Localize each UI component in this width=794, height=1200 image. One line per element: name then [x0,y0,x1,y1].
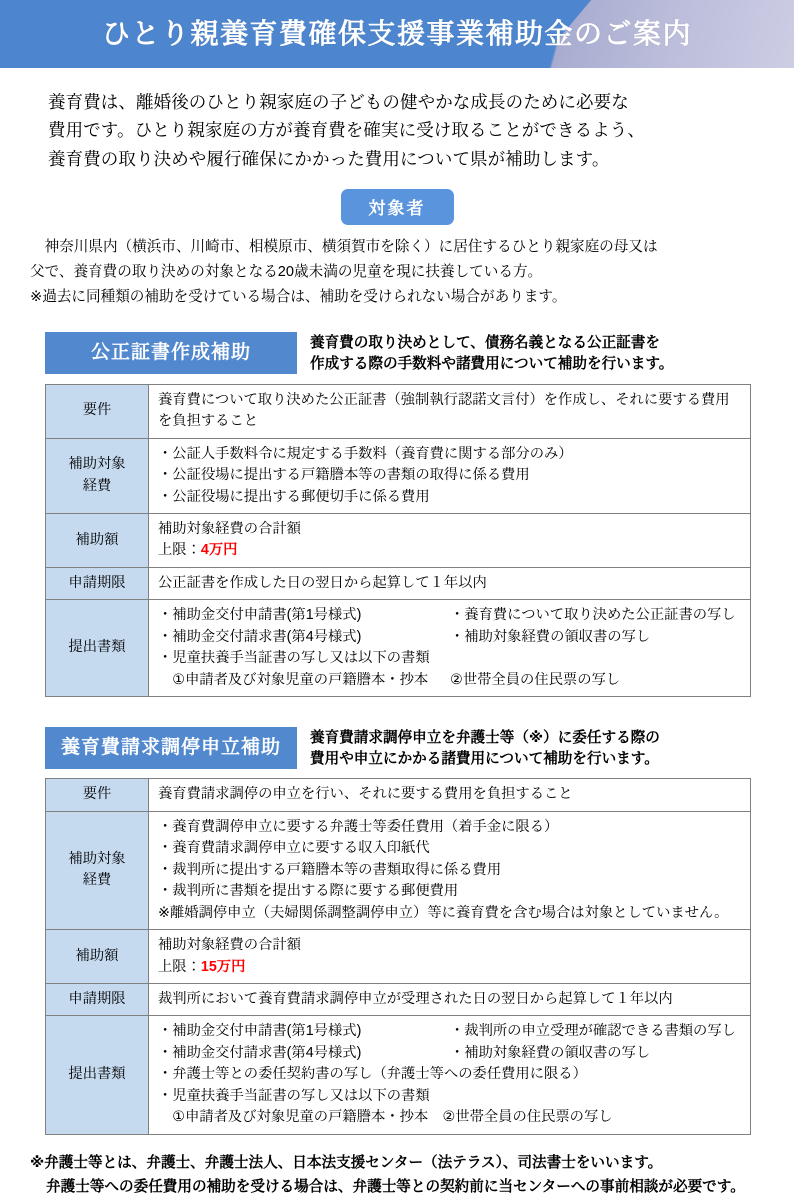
eligibility-line-1: 神奈川県内（横浜市、川崎市、相模原市、横須賀市を除く）に居住するひとり親家庭の母又は [44,239,658,256]
table-row-documents [46,1016,751,1134]
documents-column-left [158,1021,450,1064]
row-label-requirement: 要件 [46,384,149,438]
section-chip-mediation: 養育費請求調停申立補助 [45,727,297,769]
row-label-documents: 提出書類 [46,1016,149,1134]
intro-line-2: 費用です。ひとり親家庭の方が養育費を確実に受け取ることができるよう、 [48,120,645,141]
row-value-amount [149,930,751,984]
row-value-eligible-costs [149,438,751,513]
row-label-requirement: 要件 [46,779,149,811]
documents-column-right [450,605,746,648]
intro-line-3: 養育費の取り決めや履行確保にかかった費用について県が補助します。 [48,148,610,169]
section-description-mediation [310,727,660,769]
eligibility-line-3: ※過去に同種類の補助を受けている場合は、補助を受けられない場合があります。 [30,289,567,306]
row-value-eligible-costs [149,811,751,929]
label-line-2: 経費 [82,477,112,494]
doc-left-item-3: ・児童扶養手当証書の写し又は以下の書類 [158,650,430,667]
amount-line-1: 補助対象経費の合計額 [158,937,301,954]
doc-right-item-2: ・補助対象経費の領収書の写し [450,628,651,645]
target-badge-container [0,189,794,225]
doc-full-item-1: ・弁護士等との委任契約書の写し（弁護士等への委任費用に限る） [158,1066,587,1083]
section-heading-mediation [45,727,749,769]
amount-limit-prefix: 上限： [158,542,201,559]
section-desc-line-1: 養育費の取り決めとして、債務名義となる公正証書を [310,335,660,352]
amount-limit-value: 15万円 [200,958,246,975]
table-row-requirement [46,779,751,811]
documents-sub-left [158,670,450,691]
requirement-line-1: 養育費請求調停の申立を行い、それに要する費用を負担すること [158,786,573,803]
table-row-deadline [46,983,751,1015]
row-label-amount: 補助額 [46,930,149,984]
row-value-requirement [149,779,751,811]
table-row-amount [46,513,751,567]
page-header-banner [0,0,794,68]
doc-sub-line: ①申請者及び対象児童の戸籍謄本・抄本 ②世帯全員の住民票の写し [172,1109,613,1126]
eligible-cost-item-2: ・公証役場に提出する戸籍謄本等の書類の取得に係る費用 [158,467,530,484]
row-label-eligible-costs [46,811,149,929]
eligible-cost-item-1: ・養育費調停申立に要する弁護士等委任費用（着手金に限る） [158,818,559,835]
documents-column-right [450,1021,746,1064]
row-label-amount: 補助額 [46,513,149,567]
table-row-requirement [46,384,751,438]
eligible-cost-item-2: ・養育費請求調停申立に要する収入印紙代 [158,840,430,857]
doc-left-item-1: ・補助金交付申請書(第1号様式) [158,1023,362,1040]
intro-line-1: 養育費は、離婚後のひとり親家庭の子どもの健やかな成長のために必要な [48,92,629,112]
footnote-line-2: 弁護士等への委任費用の補助を受ける場合は、弁護士等との契約前に当センターへの事前相談が必要です。 [46,1179,745,1196]
table-row-eligible-costs [46,438,751,513]
row-value-documents [149,600,751,697]
row-value-deadline: 公正証書を作成した日の翌日から起算して１年以内 [149,567,751,599]
footnote-line-1: ※弁護士等とは、弁護士、弁護士法人、日本法支援センター（法テラス）、司法書士をいいます。 [30,1154,663,1171]
eligible-cost-item-4: ・裁判所に書類を提出する際に要する郵便費用 [158,883,459,900]
table-row-documents [46,600,751,697]
section-desc-line-2: 作成する際の手数料や諸費用について補助を行います。 [310,356,674,373]
footnote-block [30,1151,764,1200]
doc-sub-left: ①申請者及び対象児童の戸籍謄本・抄本 [172,671,429,688]
eligibility-line-2: 父で、養育費の取り決めの対象となる20歳未満の児童を現に扶養している方。 [30,264,543,281]
requirement-line-2: を負担すること [158,413,259,430]
table-row-amount [46,930,751,984]
doc-left-item-1: ・補助金交付申請書(第1号様式) [158,607,362,624]
label-line-1: 補助対象 [68,456,126,473]
section2-desc-line-1: 養育費請求調停申立を弁護士等（※）に委任する際の [310,730,660,746]
doc-sub-right: ②世帯全員の住民票の写し [450,671,621,688]
row-value-deadline: 裁判所において養育費請求調停申立が受理された日の翌日から起算して１年以内 [149,983,751,1015]
amount-line-1: 補助対象経費の合計額 [158,520,301,537]
requirement-line-1: 養育費について取り決めた公正証書（強制執行認諾文言付）を作成し、それに要する費用 [158,391,730,408]
subsidy-table-mediation [45,778,751,1134]
amount-limit-line [158,540,746,561]
amount-limit-line [158,957,746,978]
row-label-deadline: 申請期限 [46,983,149,1015]
amount-limit-prefix: 上限： [158,958,201,975]
amount-limit-value: 4万円 [200,542,238,559]
eligibility-text [30,235,764,310]
label-line-2: 経費 [82,872,112,889]
doc-right-item-1: ・養育費について取り決めた公正証書の写し [450,607,736,624]
target-audience-badge: 対象者 [341,189,454,225]
section-chip-notarial-deed: 公正証書作成補助 [45,332,297,374]
row-value-documents [149,1016,751,1134]
eligible-cost-note: ※離婚調停申立（夫婦関係調整調停申立）等に養育費を含む場合は対象としていません。 [158,904,729,921]
eligible-cost-item-3: ・裁判所に提出する戸籍謄本等の書類取得に係る費用 [158,861,502,878]
row-label-eligible-costs [46,438,149,513]
doc-right-item-2: ・補助対象経費の領収書の写し [450,1044,651,1061]
eligible-cost-item-1: ・公証人手数料令に規定する手数料（養育費に関する部分のみ） [158,445,573,462]
section-description-notarial-deed [310,332,673,374]
row-value-requirement [149,384,751,438]
section-heading-notarial-deed [45,332,749,374]
doc-right-item-1: ・裁判所の申立受理が確認できる書類の写し [450,1023,736,1040]
subsidy-table-notarial-deed [45,384,751,697]
documents-column-left [158,605,450,648]
documents-two-column [158,605,746,648]
label-line-1: 補助対象 [68,851,126,868]
table-row-deadline [46,567,751,599]
row-label-documents: 提出書類 [46,600,149,697]
doc-full-item-2: ・児童扶養手当証書の写し又は以下の書類 [158,1087,430,1104]
row-label-deadline: 申請期限 [46,567,149,599]
doc-left-item-2: ・補助金交付請求書(第4号様式) [158,628,362,645]
section2-desc-line-2: 費用や申立にかかる諸費用について補助を行います。 [310,750,659,767]
row-value-amount [149,513,751,567]
eligible-cost-item-3: ・公証役場に提出する郵便切手に係る費用 [158,488,430,505]
documents-sub-two-column [158,670,746,691]
documents-sub-right [450,670,746,691]
page-title: ひとり親養育費確保支援事業補助金のご案内 [101,18,692,49]
documents-two-column [158,1021,746,1064]
doc-left-item-2: ・補助金交付請求書(第4号様式) [158,1044,362,1061]
table-row-eligible-costs [46,811,751,929]
intro-paragraph [48,88,746,173]
